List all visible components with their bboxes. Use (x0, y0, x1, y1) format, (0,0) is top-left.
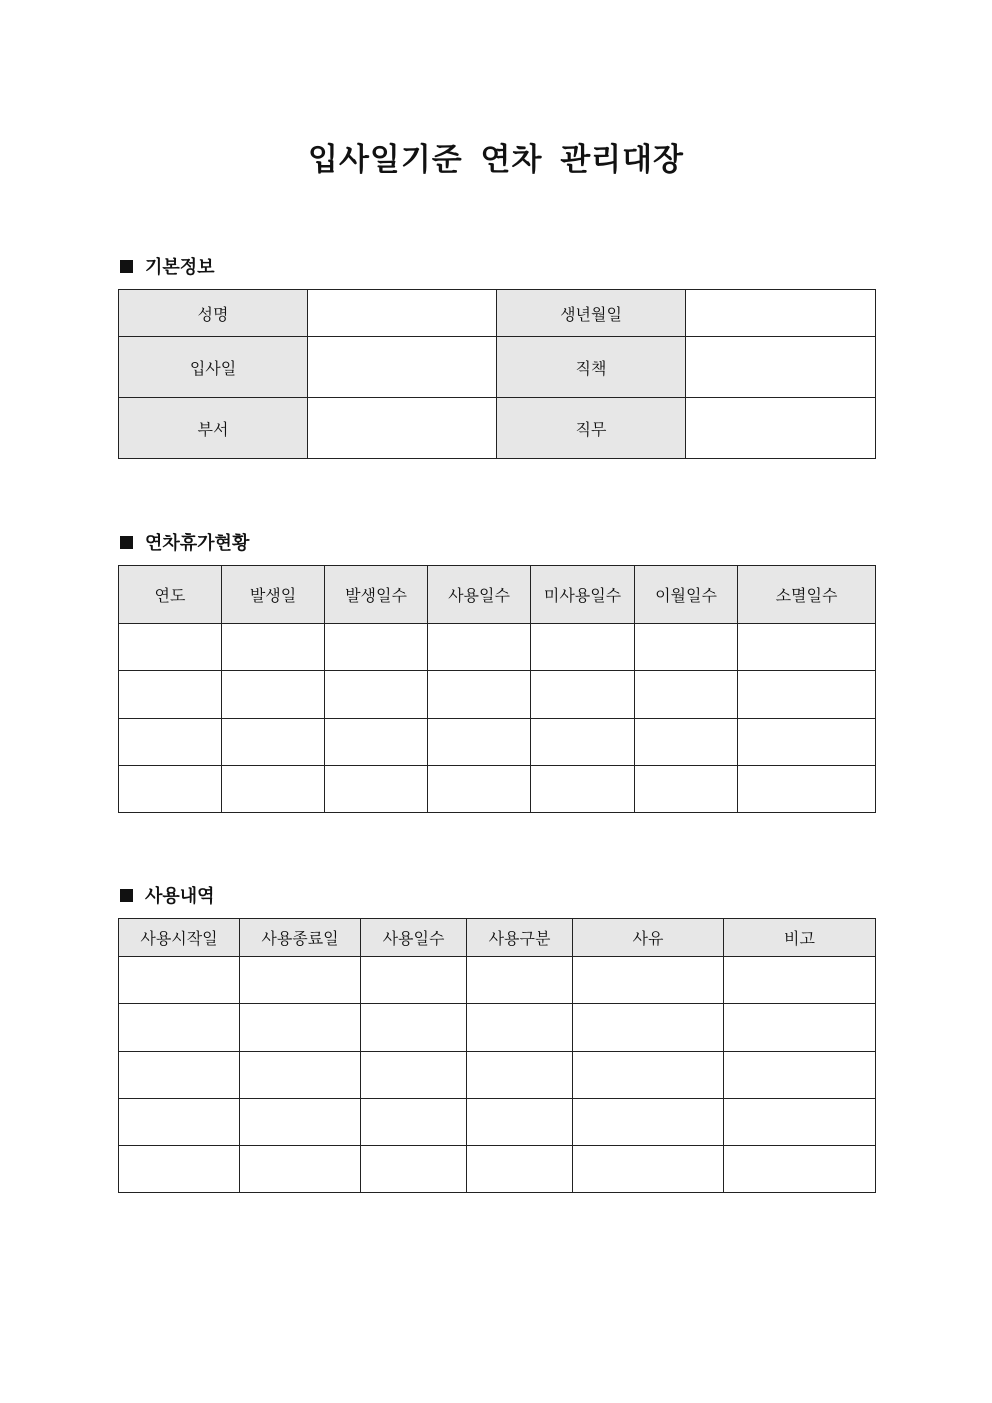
table-header-row (119, 919, 876, 957)
table-row (119, 1146, 876, 1193)
label-name: 성명 (119, 290, 308, 337)
field-job-duty[interactable] (686, 398, 876, 459)
column-header-accrued-days: 발생일수 (325, 566, 428, 624)
field-birthdate[interactable] (686, 290, 876, 337)
table-cell[interactable] (573, 1099, 724, 1146)
column-header-start-date: 사용시작일 (119, 919, 240, 957)
table-cell[interactable] (428, 766, 531, 813)
table-cell[interactable] (738, 766, 876, 813)
table-cell[interactable] (467, 1146, 573, 1193)
table-cell[interactable] (361, 1052, 467, 1099)
table-cell[interactable] (724, 1146, 876, 1193)
table-cell[interactable] (531, 671, 635, 719)
table-cell[interactable] (428, 719, 531, 766)
table-row (119, 398, 876, 459)
table-cell[interactable] (222, 719, 325, 766)
table-cell[interactable] (325, 671, 428, 719)
table-cell[interactable] (738, 624, 876, 671)
square-bullet-icon (120, 260, 133, 273)
column-header-end-date: 사용종료일 (240, 919, 361, 957)
table-cell[interactable] (573, 1146, 724, 1193)
field-name[interactable] (308, 290, 497, 337)
section-heading-label: 기본정보 (145, 257, 215, 278)
section-heading-label: 연차휴가현황 (145, 533, 250, 554)
table-cell[interactable] (240, 957, 361, 1004)
field-department[interactable] (308, 398, 497, 459)
field-position[interactable] (686, 337, 876, 398)
table-cell[interactable] (467, 1004, 573, 1052)
table-cell[interactable] (325, 719, 428, 766)
section-heading-usage-history (120, 882, 215, 908)
table-cell[interactable] (428, 671, 531, 719)
table-cell[interactable] (361, 1099, 467, 1146)
table-row (119, 719, 876, 766)
leave-status-table (118, 565, 876, 813)
table-cell[interactable] (635, 719, 738, 766)
table-row (119, 290, 876, 337)
table-cell[interactable] (240, 1052, 361, 1099)
table-cell[interactable] (119, 1099, 240, 1146)
table-cell[interactable] (361, 1146, 467, 1193)
column-header-used-days: 사용일수 (428, 566, 531, 624)
table-cell[interactable] (119, 719, 222, 766)
table-cell[interactable] (361, 957, 467, 1004)
table-row (119, 671, 876, 719)
table-cell[interactable] (325, 766, 428, 813)
column-header-unused-days: 미사용일수 (531, 566, 635, 624)
column-header-used-days: 사용일수 (361, 919, 467, 957)
table-cell[interactable] (428, 624, 531, 671)
table-row (119, 337, 876, 398)
table-cell[interactable] (573, 1004, 724, 1052)
table-cell[interactable] (724, 957, 876, 1004)
basic-info-table (118, 289, 876, 459)
table-cell[interactable] (635, 671, 738, 719)
section-heading-label: 사용내역 (145, 886, 215, 907)
table-cell[interactable] (325, 624, 428, 671)
table-cell[interactable] (222, 671, 325, 719)
table-cell[interactable] (573, 1052, 724, 1099)
field-hire-date[interactable] (308, 337, 497, 398)
table-cell[interactable] (531, 719, 635, 766)
table-cell[interactable] (531, 766, 635, 813)
table-cell[interactable] (222, 624, 325, 671)
table-cell[interactable] (724, 1052, 876, 1099)
column-header-expired-days: 소멸일수 (738, 566, 876, 624)
table-cell[interactable] (119, 1004, 240, 1052)
table-cell[interactable] (573, 957, 724, 1004)
column-header-remarks: 비고 (724, 919, 876, 957)
square-bullet-icon (120, 536, 133, 549)
table-row (119, 1099, 876, 1146)
label-position: 직책 (497, 337, 686, 398)
table-cell[interactable] (738, 671, 876, 719)
label-department: 부서 (119, 398, 308, 459)
label-birthdate: 생년월일 (497, 290, 686, 337)
column-header-year: 연도 (119, 566, 222, 624)
column-header-reason: 사유 (573, 919, 724, 957)
table-cell[interactable] (724, 1099, 876, 1146)
table-header-row (119, 566, 876, 624)
table-cell[interactable] (119, 671, 222, 719)
table-cell[interactable] (635, 766, 738, 813)
table-cell[interactable] (635, 624, 738, 671)
table-cell[interactable] (119, 957, 240, 1004)
label-hire-date: 입사일 (119, 337, 308, 398)
page-title: 입사일기준 연차 관리대장 (308, 142, 684, 178)
table-row (119, 766, 876, 813)
table-cell[interactable] (467, 1099, 573, 1146)
column-header-accrual-date: 발생일 (222, 566, 325, 624)
table-cell[interactable] (467, 1052, 573, 1099)
table-cell[interactable] (119, 1146, 240, 1193)
section-heading-basic-info (120, 253, 215, 279)
table-row (119, 624, 876, 671)
table-cell[interactable] (222, 766, 325, 813)
table-cell[interactable] (240, 1099, 361, 1146)
table-cell[interactable] (240, 1004, 361, 1052)
square-bullet-icon (120, 889, 133, 902)
table-row (119, 957, 876, 1004)
table-cell[interactable] (467, 957, 573, 1004)
table-cell[interactable] (724, 1004, 876, 1052)
usage-history-table (118, 918, 876, 1193)
table-cell[interactable] (119, 1052, 240, 1099)
column-header-usage-type: 사용구분 (467, 919, 573, 957)
table-cell[interactable] (119, 624, 222, 671)
table-cell[interactable] (361, 1004, 467, 1052)
table-cell[interactable] (531, 624, 635, 671)
table-row (119, 1004, 876, 1052)
table-cell[interactable] (240, 1146, 361, 1193)
label-job-duty: 직무 (497, 398, 686, 459)
table-cell[interactable] (119, 766, 222, 813)
column-header-carryover-days: 이월일수 (635, 566, 738, 624)
table-cell[interactable] (738, 719, 876, 766)
section-heading-leave-status (120, 529, 249, 555)
table-row (119, 1052, 876, 1099)
